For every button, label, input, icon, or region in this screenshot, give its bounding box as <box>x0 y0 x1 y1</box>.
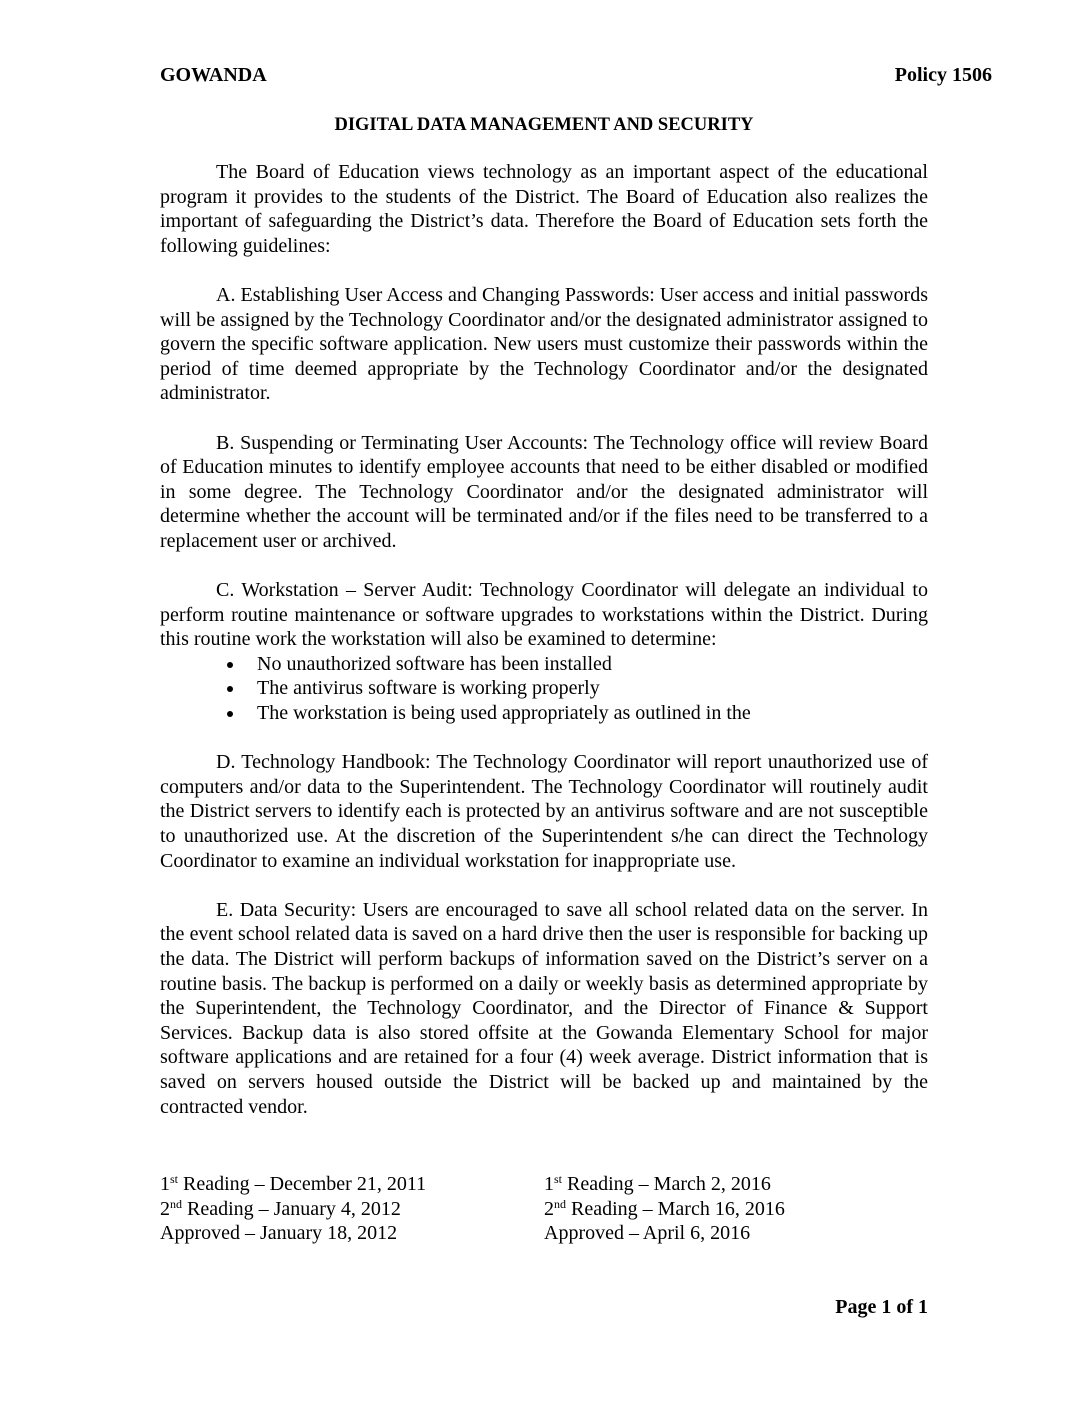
intro-paragraph: The Board of Education views technology as an important aspect of the educational program it provides to the students of the District. The Board of Education also realizes the important of safeguarding the District’s data. Therefore the Board of Education sets forth the following guidelines: <box>160 161 928 257</box>
policy-number: Policy 1506 <box>894 64 992 86</box>
ordinal-number: 2 <box>160 1197 170 1220</box>
page-title: DIGITAL DATA MANAGEMENT AND SECURITY <box>334 115 754 135</box>
list-item-text: The antivirus software is working properly <box>257 677 600 700</box>
page-number: Page 1 of 1 <box>835 1296 928 1318</box>
reading-history-2011 <box>160 1172 426 1246</box>
list-item <box>160 652 928 677</box>
ordinal-number: 2 <box>544 1197 554 1220</box>
ordinal-suffix: nd <box>554 1196 566 1211</box>
ordinal-number: 1 <box>160 1173 170 1195</box>
district-name: GOWANDA <box>160 64 267 86</box>
approved-date: Approved – April 6, 2016 <box>544 1222 751 1245</box>
ordinal-suffix: nd <box>170 1196 182 1211</box>
ordinal-suffix: st <box>554 1172 563 1186</box>
reading-date: Reading – March 2, 2016 <box>562 1173 771 1195</box>
list-item-text: No unauthorized software has been installed <box>257 652 612 675</box>
bullet-icon <box>227 711 233 717</box>
ordinal-suffix: st <box>170 1172 179 1186</box>
first-reading <box>544 1172 785 1197</box>
section-a-paragraph: A. Establishing User Access and Changing Passwords: User access and initial passwords will be assigned by the Technology Coordinator and/or the designated administrator assigned to govern the specific software application. New users must customize their passwords within the period of time deemed appropriate by the Technology Coordinator and/or the designated administrator. <box>160 283 928 405</box>
second-reading <box>544 1197 785 1222</box>
reading-date: Reading – December 21, 2011 <box>178 1173 427 1195</box>
ordinal-number: 1 <box>544 1173 554 1195</box>
second-reading <box>160 1197 426 1222</box>
section-e-paragraph: E. Data Security: Users are encouraged to save all school related data on the server. In the event school related data is saved on a hard drive then the user is responsible for backing up the data. The District will perform backups of information saved on the District’s server on a routine basis. The backup is performed on a daily or weekly basis as determined appropriate by the Superintendent, the Technology Coordinator, and the Director of Finance & Support Services. Backup data is also stored offsite at the Gowanda Elementary School for major software applications and are retained for a four (4) week average. District information that is saved on servers housed outside the District will be backed up and maintained by the contracted vendor. <box>160 898 928 1118</box>
policy-body <box>160 160 928 1144</box>
approved-date: Approved – January 18, 2012 <box>160 1222 398 1245</box>
section-d-paragraph: D. Technology Handbook: The Technology Coordinator will report unauthorized use of computers and/or data to the Superintendent. The Technology Coordinator will routinely audit the District servers to identify each is protected by an antivirus software and are not susceptible to unauthorized use. At the discretion of the Superintendent s/he can direct the Technology Coordinator to examine an individual workstation for inappropriate use. <box>160 751 928 872</box>
reading-date: Reading – January 4, 2012 <box>182 1197 401 1220</box>
bullet-icon <box>227 686 233 692</box>
bullet-icon <box>227 662 233 668</box>
list-item <box>160 701 928 726</box>
list-item-text: The workstation is being used appropriately as outlined in the <box>257 702 751 725</box>
section-b-paragraph: B. Suspending or Terminating User Accounts: The Technology office will review Board of Education minutes to identify employee accounts that need to be either disabled or modified in some degree. The Technology Coordinator and/or the designated administrator will determine whether the account will be terminated and/or if the files need to be transferred to a replacement user or archived. <box>160 431 928 552</box>
reading-history-2016 <box>544 1172 785 1246</box>
audit-checklist <box>160 652 928 726</box>
section-c-paragraph: C. Workstation – Server Audit: Technology Coordinator will delegate an individual to perform routine maintenance or software upgrades to workstations within the District. During this routine work the workstation will also be examined to determine: <box>160 579 928 651</box>
first-reading <box>160 1172 426 1197</box>
list-item <box>160 676 928 701</box>
reading-date: Reading – March 16, 2016 <box>566 1197 785 1220</box>
